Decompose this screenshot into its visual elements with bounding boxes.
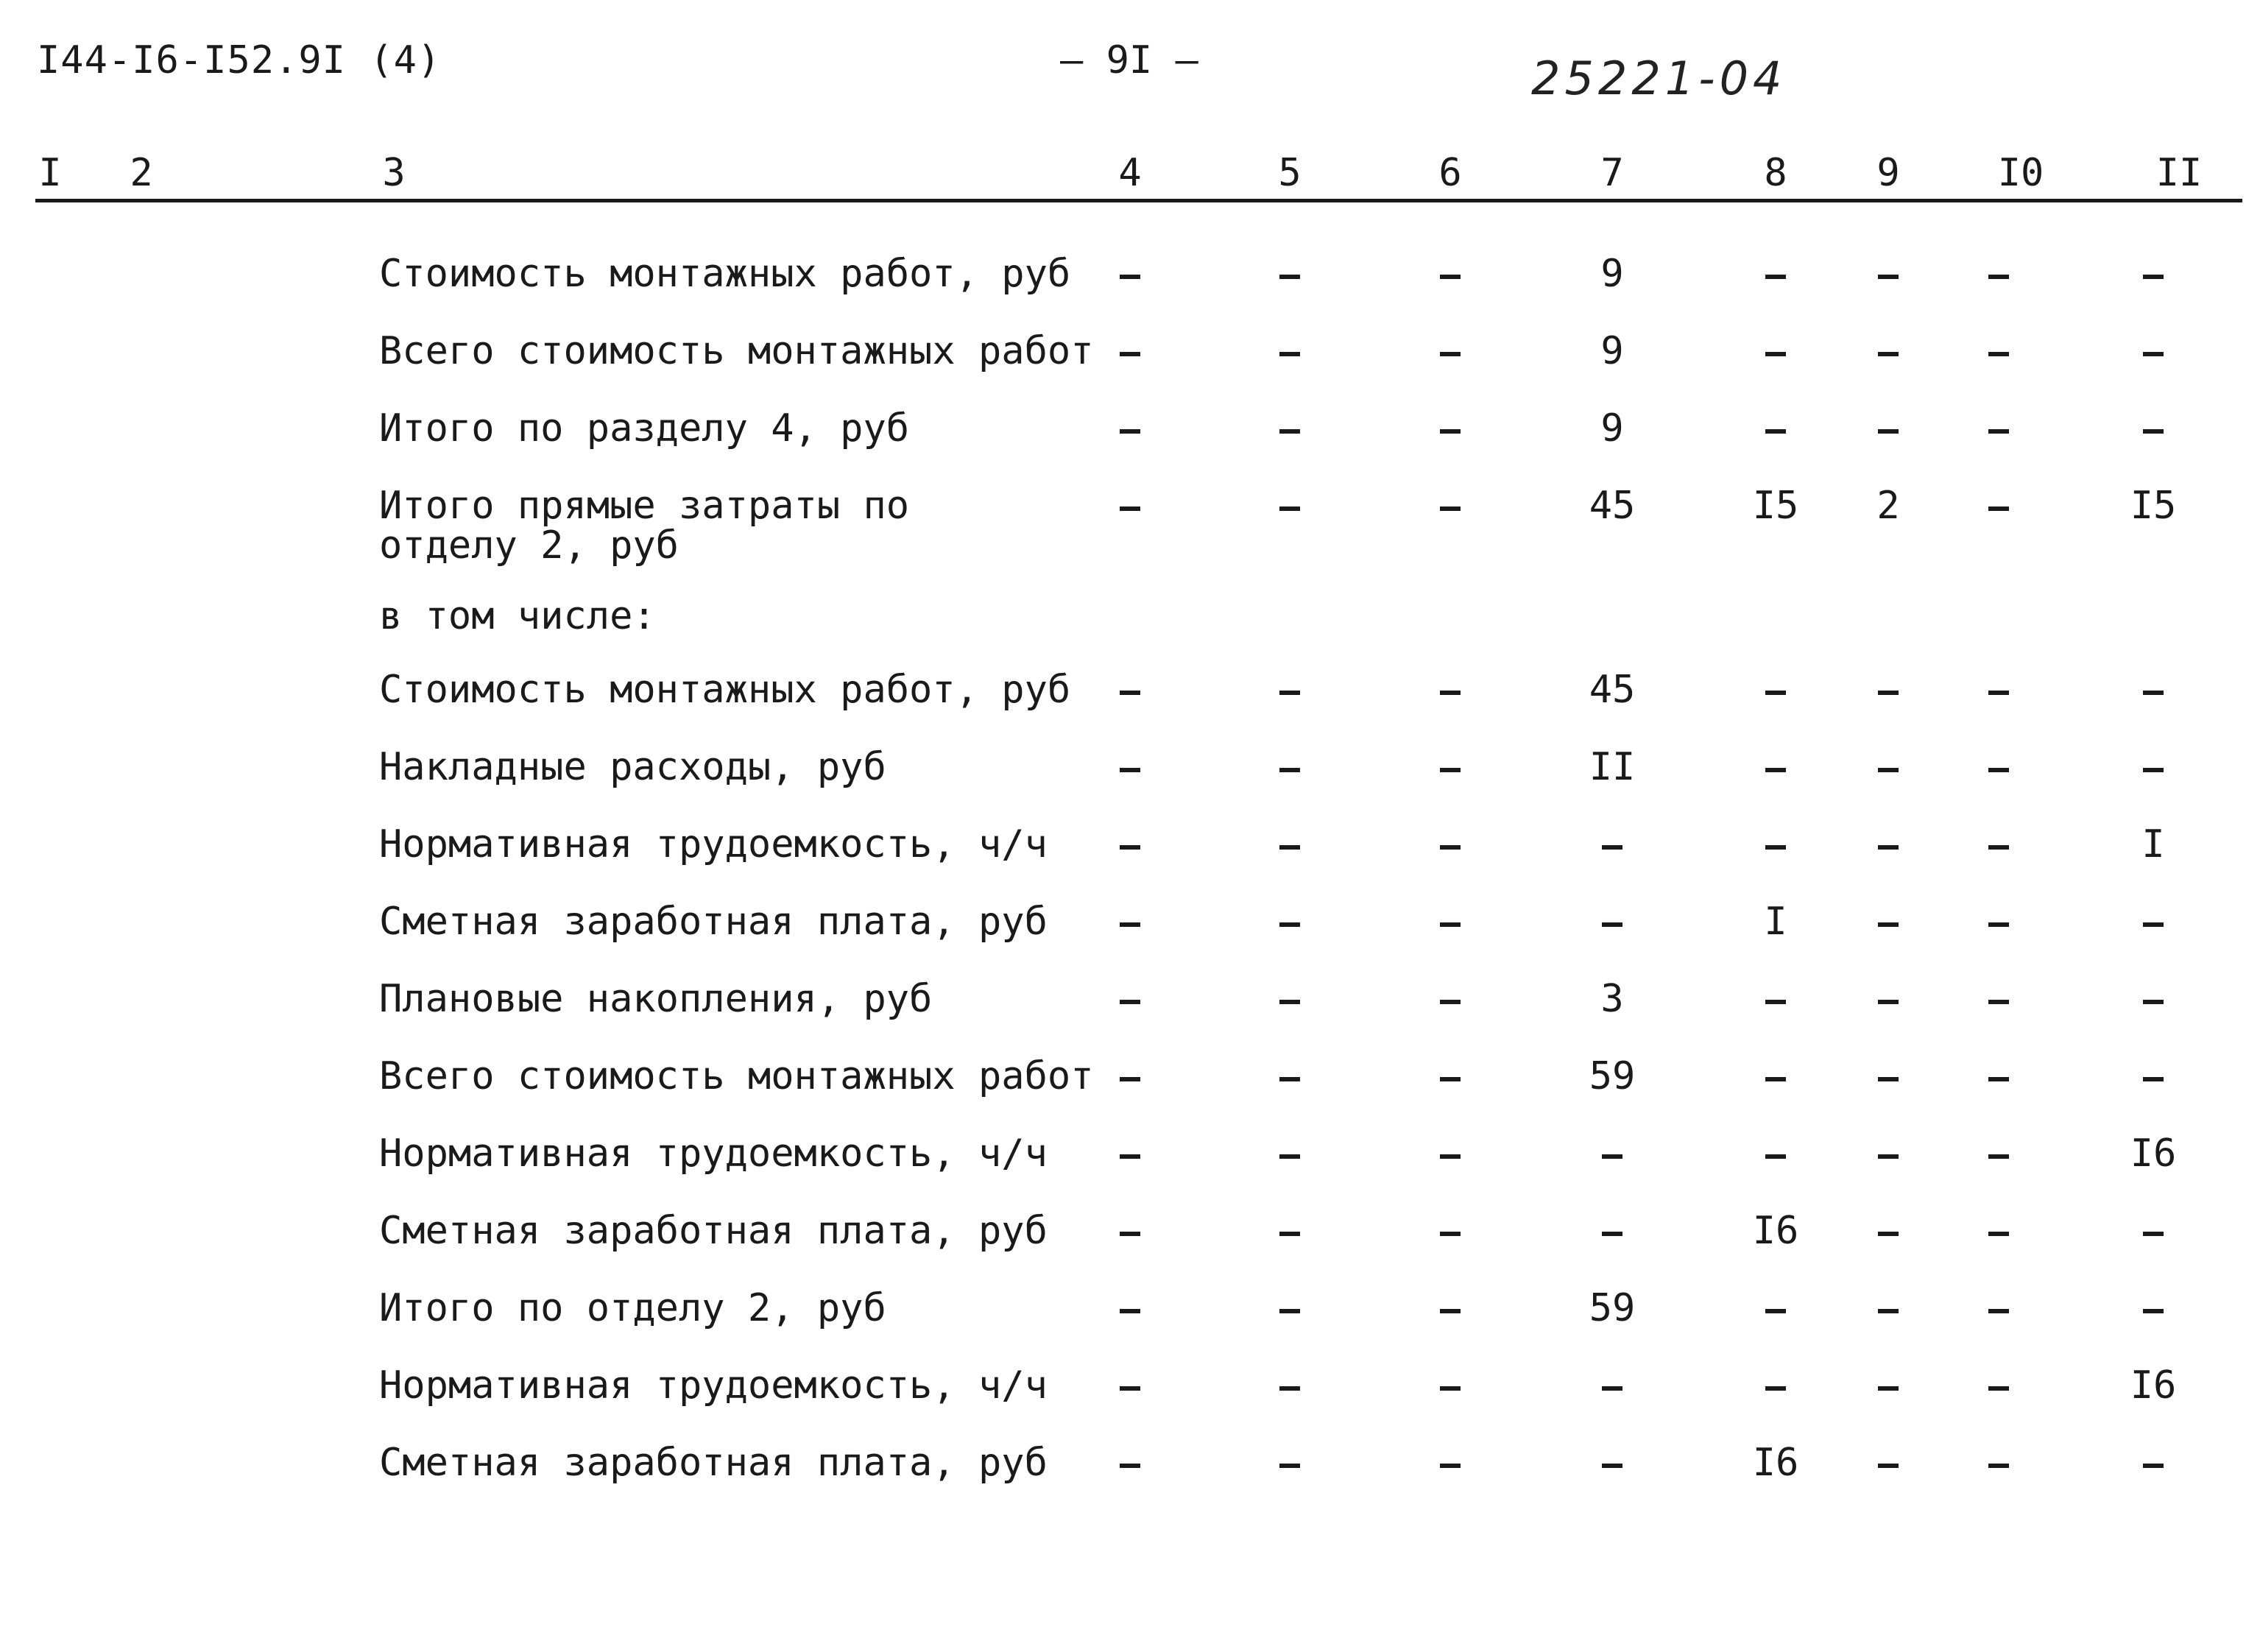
empty-value-dash — [2143, 691, 2164, 695]
empty-value-dash — [1878, 768, 1899, 772]
empty-value-dash — [1440, 1386, 1461, 1391]
table-cell-value: I — [2141, 822, 2165, 866]
table-cell-value: 2 — [1876, 484, 1900, 528]
empty-value-dash — [1988, 275, 2009, 279]
empty-value-dash — [1765, 691, 1786, 695]
empty-value-dash — [1988, 1154, 2009, 1159]
empty-value-dash — [1440, 429, 1461, 434]
empty-value-dash — [1120, 768, 1140, 772]
row-label: Нормативная трудоемкость, ч/ч — [379, 1363, 1048, 1408]
empty-value-dash — [1279, 1000, 1300, 1004]
empty-value-dash — [1279, 275, 1300, 279]
row-label: Стоимость монтажных работ, руб — [379, 668, 1071, 712]
empty-value-dash — [1988, 845, 2009, 850]
empty-value-dash — [1279, 352, 1300, 356]
empty-value-dash — [1120, 1232, 1140, 1236]
empty-value-dash — [1878, 1000, 1899, 1004]
empty-value-dash — [1765, 352, 1786, 356]
column-header: 6 — [1438, 151, 1462, 195]
empty-value-dash — [1765, 275, 1786, 279]
empty-value-dash — [1120, 1464, 1140, 1468]
empty-value-dash — [2143, 1000, 2164, 1004]
empty-value-dash — [1279, 768, 1300, 772]
empty-value-dash — [1120, 845, 1140, 850]
empty-value-dash — [1120, 1309, 1140, 1313]
row-label: Плановые накопления, руб — [379, 977, 933, 1021]
column-header: 2 — [130, 151, 153, 195]
empty-value-dash — [1602, 1464, 1622, 1468]
header-divider — [35, 199, 2242, 202]
empty-value-dash — [1440, 768, 1461, 772]
column-header: II — [2155, 151, 2203, 195]
row-label: Стоимость монтажных работ, руб — [379, 252, 1071, 296]
empty-value-dash — [1440, 845, 1461, 850]
empty-value-dash — [1440, 922, 1461, 927]
empty-value-dash — [1988, 1000, 2009, 1004]
empty-value-dash — [1878, 275, 1899, 279]
empty-value-dash — [1878, 922, 1899, 927]
empty-value-dash — [2143, 1464, 2164, 1468]
empty-value-dash — [1765, 1000, 1786, 1004]
empty-value-dash — [1440, 1232, 1461, 1236]
table-cell-value: 9 — [1600, 406, 1624, 451]
table-cell-value: II — [1589, 745, 1636, 789]
empty-value-dash — [1878, 1077, 1899, 1081]
empty-value-dash — [1279, 1464, 1300, 1468]
column-header: I0 — [1997, 151, 2044, 195]
table-cell-value: I — [1764, 900, 1787, 944]
empty-value-dash — [2143, 352, 2164, 356]
empty-value-dash — [1279, 922, 1300, 927]
empty-value-dash — [2143, 922, 2164, 927]
empty-value-dash — [1120, 429, 1140, 434]
row-label: в том числе: — [379, 594, 656, 638]
empty-value-dash — [1440, 506, 1461, 511]
column-header: 7 — [1600, 151, 1624, 195]
empty-value-dash — [1878, 1232, 1899, 1236]
empty-value-dash — [1988, 691, 2009, 695]
column-header: 9 — [1876, 151, 1900, 195]
table-cell-value: 45 — [1589, 484, 1636, 528]
empty-value-dash — [1279, 1154, 1300, 1159]
empty-value-dash — [1120, 275, 1140, 279]
empty-value-dash — [1120, 352, 1140, 356]
empty-value-dash — [1988, 922, 2009, 927]
empty-value-dash — [1120, 1077, 1140, 1081]
page-number: – 9I – — [1060, 38, 1198, 82]
empty-value-dash — [1120, 506, 1140, 511]
empty-value-dash — [1988, 1309, 2009, 1313]
empty-value-dash — [1279, 1077, 1300, 1081]
empty-value-dash — [1279, 691, 1300, 695]
table-cell-value: I6 — [1752, 1441, 1799, 1485]
empty-value-dash — [1878, 845, 1899, 850]
empty-value-dash — [1765, 1386, 1786, 1391]
empty-value-dash — [1602, 1232, 1622, 1236]
row-label: Итого по отделу 2, руб — [379, 1286, 886, 1330]
empty-value-dash — [2143, 1309, 2164, 1313]
empty-value-dash — [1279, 1386, 1300, 1391]
empty-value-dash — [1988, 429, 2009, 434]
empty-value-dash — [1279, 1232, 1300, 1236]
empty-value-dash — [2143, 768, 2164, 772]
empty-value-dash — [1878, 691, 1899, 695]
table-cell-value: I6 — [2130, 1363, 2177, 1408]
empty-value-dash — [2143, 1232, 2164, 1236]
empty-value-dash — [1765, 1309, 1786, 1313]
row-label: Итого по разделу 4, руб — [379, 406, 910, 451]
table-cell-value: 45 — [1589, 668, 1636, 712]
row-label: Нормативная трудоемкость, ч/ч — [379, 822, 1048, 866]
empty-value-dash — [1988, 506, 2009, 511]
empty-value-dash — [1120, 922, 1140, 927]
empty-value-dash — [1878, 1154, 1899, 1159]
empty-value-dash — [1988, 1464, 2009, 1468]
row-label: Сметная заработная плата, руб — [379, 1441, 1048, 1485]
handwritten-registration-number: 25221-04 — [1531, 52, 1787, 105]
empty-value-dash — [1440, 1464, 1461, 1468]
empty-value-dash — [1765, 429, 1786, 434]
row-label: Нормативная трудоемкость, ч/ч — [379, 1132, 1048, 1176]
row-label: Накладные расходы, руб — [379, 745, 886, 789]
row-label: Сметная заработная плата, руб — [379, 900, 1048, 944]
table-cell-value: 9 — [1600, 329, 1624, 373]
empty-value-dash — [1765, 1154, 1786, 1159]
row-label: Сметная заработная плата, руб — [379, 1209, 1048, 1253]
empty-value-dash — [1988, 352, 2009, 356]
table-cell-value: 9 — [1600, 252, 1624, 296]
empty-value-dash — [2143, 429, 2164, 434]
empty-value-dash — [1988, 1077, 2009, 1081]
empty-value-dash — [1440, 352, 1461, 356]
column-header: 4 — [1118, 151, 1142, 195]
empty-value-dash — [1440, 691, 1461, 695]
empty-value-dash — [1878, 429, 1899, 434]
empty-value-dash — [1440, 1154, 1461, 1159]
empty-value-dash — [1602, 1154, 1622, 1159]
table-cell-value: 59 — [1589, 1054, 1636, 1098]
empty-value-dash — [1988, 1232, 2009, 1236]
empty-value-dash — [1988, 768, 2009, 772]
empty-value-dash — [1878, 352, 1899, 356]
empty-value-dash — [2143, 275, 2164, 279]
document-code: I44-I6-I52.9I (4) — [37, 38, 442, 82]
empty-value-dash — [2143, 1077, 2164, 1081]
empty-value-dash — [1120, 1386, 1140, 1391]
column-header: 3 — [382, 151, 406, 195]
empty-value-dash — [1602, 1386, 1622, 1391]
empty-value-dash — [1878, 1386, 1899, 1391]
table-cell-value: I6 — [2130, 1132, 2177, 1176]
row-label: Всего стоимость монтажных работ — [379, 1054, 1094, 1098]
empty-value-dash — [1440, 1000, 1461, 1004]
row-label: Всего стоимость монтажных работ — [379, 329, 1094, 373]
empty-value-dash — [1878, 1464, 1899, 1468]
table-cell-value: I6 — [1752, 1209, 1799, 1253]
empty-value-dash — [1765, 768, 1786, 772]
empty-value-dash — [1602, 845, 1622, 850]
table-cell-value: I5 — [2130, 484, 2177, 528]
table-cell-value: 3 — [1600, 977, 1624, 1021]
empty-value-dash — [1120, 691, 1140, 695]
empty-value-dash — [1279, 506, 1300, 511]
empty-value-dash — [1440, 1077, 1461, 1081]
empty-value-dash — [1440, 1309, 1461, 1313]
row-label: Итого прямые затраты по отделу 2, руб — [379, 484, 910, 568]
table-cell-value: 59 — [1589, 1286, 1636, 1330]
empty-value-dash — [1602, 922, 1622, 927]
empty-value-dash — [1279, 429, 1300, 434]
empty-value-dash — [1279, 845, 1300, 850]
empty-value-dash — [1765, 1077, 1786, 1081]
empty-value-dash — [1120, 1000, 1140, 1004]
column-header: I — [38, 151, 62, 195]
empty-value-dash — [1765, 845, 1786, 850]
empty-value-dash — [1279, 1309, 1300, 1313]
empty-value-dash — [1988, 1386, 2009, 1391]
table-cell-value: I5 — [1752, 484, 1799, 528]
column-header: 8 — [1764, 151, 1787, 195]
empty-value-dash — [1120, 1154, 1140, 1159]
empty-value-dash — [1878, 1309, 1899, 1313]
empty-value-dash — [1440, 275, 1461, 279]
column-header: 5 — [1278, 151, 1302, 195]
